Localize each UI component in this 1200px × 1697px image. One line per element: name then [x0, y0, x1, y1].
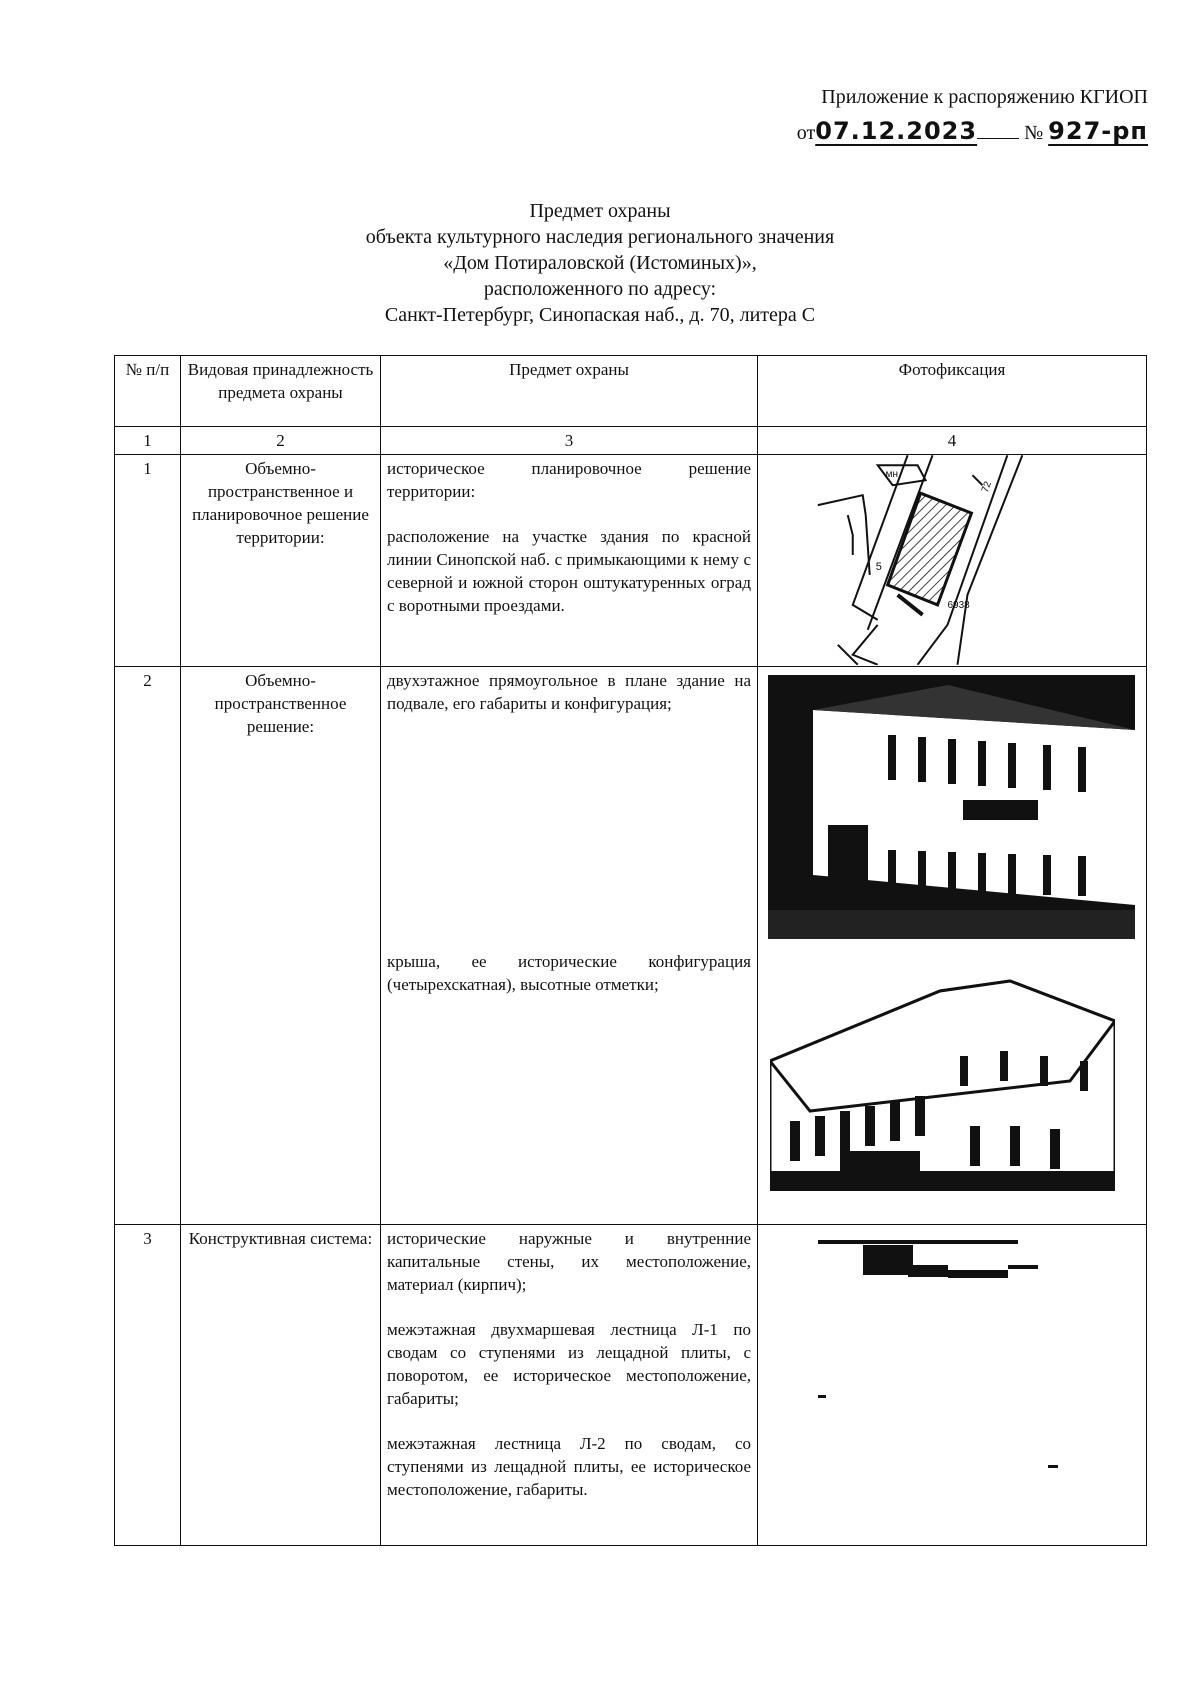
building-roof-photo	[770, 961, 1115, 1191]
row-subject	[381, 667, 758, 1225]
row-type: Конструктивная система:	[181, 1225, 381, 1546]
column-number: 2	[181, 427, 381, 455]
subject-item: исторические наружные и внутренние капитальные стены, их местоположение, материал (кирпич);	[387, 1229, 751, 1294]
table-row	[115, 667, 1147, 1225]
subject-item: двухэтажное прямоугольное в плане здание на подвале, его габариты и конфигурация;	[387, 671, 751, 713]
title-line: Санкт-Петербург, Синопаская наб., д. 70, литера С	[384, 304, 816, 326]
header-cell: Фотофиксация	[758, 356, 1147, 427]
row-subject	[381, 455, 758, 667]
header-cell: Предмет охраны	[381, 356, 758, 427]
header-row	[115, 356, 1147, 427]
site-plan-image	[758, 455, 1146, 665]
row-type: Объемно-пространственное решение:	[181, 667, 381, 1225]
header-cell: № п/п	[115, 356, 181, 427]
row-type: Объемно-пространственное и планировочное решение территории:	[181, 455, 381, 667]
title-line: объекта культурного наследия регионального значения	[365, 226, 835, 248]
building-facade-photo	[768, 675, 1135, 939]
table-row	[115, 455, 1147, 667]
date-prefix: от	[796, 122, 816, 144]
row-number: 1	[115, 455, 181, 667]
appendix-number: 927-рп	[1048, 117, 1148, 145]
date-underline	[977, 118, 1019, 139]
photo-cell	[758, 1225, 1147, 1546]
subject-item: историческое планировочное решение территории:	[387, 459, 751, 501]
document-title	[0, 198, 1200, 328]
title-line: Предмет охраны	[529, 200, 671, 222]
title-line: расположенного по адресу:	[483, 278, 717, 300]
title-line: «Дом Потираловской (Истоминых)»,	[443, 252, 757, 274]
appendix-header	[797, 80, 1148, 150]
column-number: 4	[758, 427, 1147, 455]
subject-item: межэтажная двухмаршевая лестница Л-1 по сводам со ступенями из лещадной плиты, с поворотом, ее историческое местоположение, габариты;	[387, 1320, 751, 1408]
plan-label: 5	[875, 560, 882, 573]
appendix-date-line	[797, 114, 1148, 150]
row-subject	[381, 1225, 758, 1546]
photo-cell	[758, 455, 1147, 667]
plan-label: мн	[885, 469, 899, 481]
appendix-line: Приложение к распоряжению КГИОП	[821, 86, 1148, 108]
subject-item: расположение на участке здания по красной линии Синопской наб. с примыкающими к нему с северной и южной сторон оштукатуренных оград с воротными проездами.	[387, 527, 751, 615]
protection-table	[114, 355, 1147, 1546]
column-number: 3	[381, 427, 758, 455]
column-number-row	[115, 427, 1147, 455]
subject-item: крыша, ее исторические конфигурация (четырехскатная), высотные отметки;	[387, 952, 751, 994]
appendix-date: 07.12.2023	[815, 117, 978, 145]
plan-label: 6938	[947, 599, 970, 611]
table-row	[115, 1225, 1147, 1546]
header-cell: Видовая принадлежность предмета охраны	[181, 356, 381, 427]
row-number: 2	[115, 667, 181, 1225]
row-number: 3	[115, 1225, 181, 1546]
subject-item: межэтажная лестница Л-2 по сводам, со ступенями из лещадной плиты, ее историческое местоположение, габариты.	[387, 1434, 751, 1499]
photo-cell	[758, 667, 1147, 1225]
staircase-photo-faded	[758, 1225, 1147, 1525]
column-number: 1	[115, 427, 181, 455]
plan-label: 72	[979, 480, 995, 495]
number-label: №	[1024, 122, 1044, 144]
